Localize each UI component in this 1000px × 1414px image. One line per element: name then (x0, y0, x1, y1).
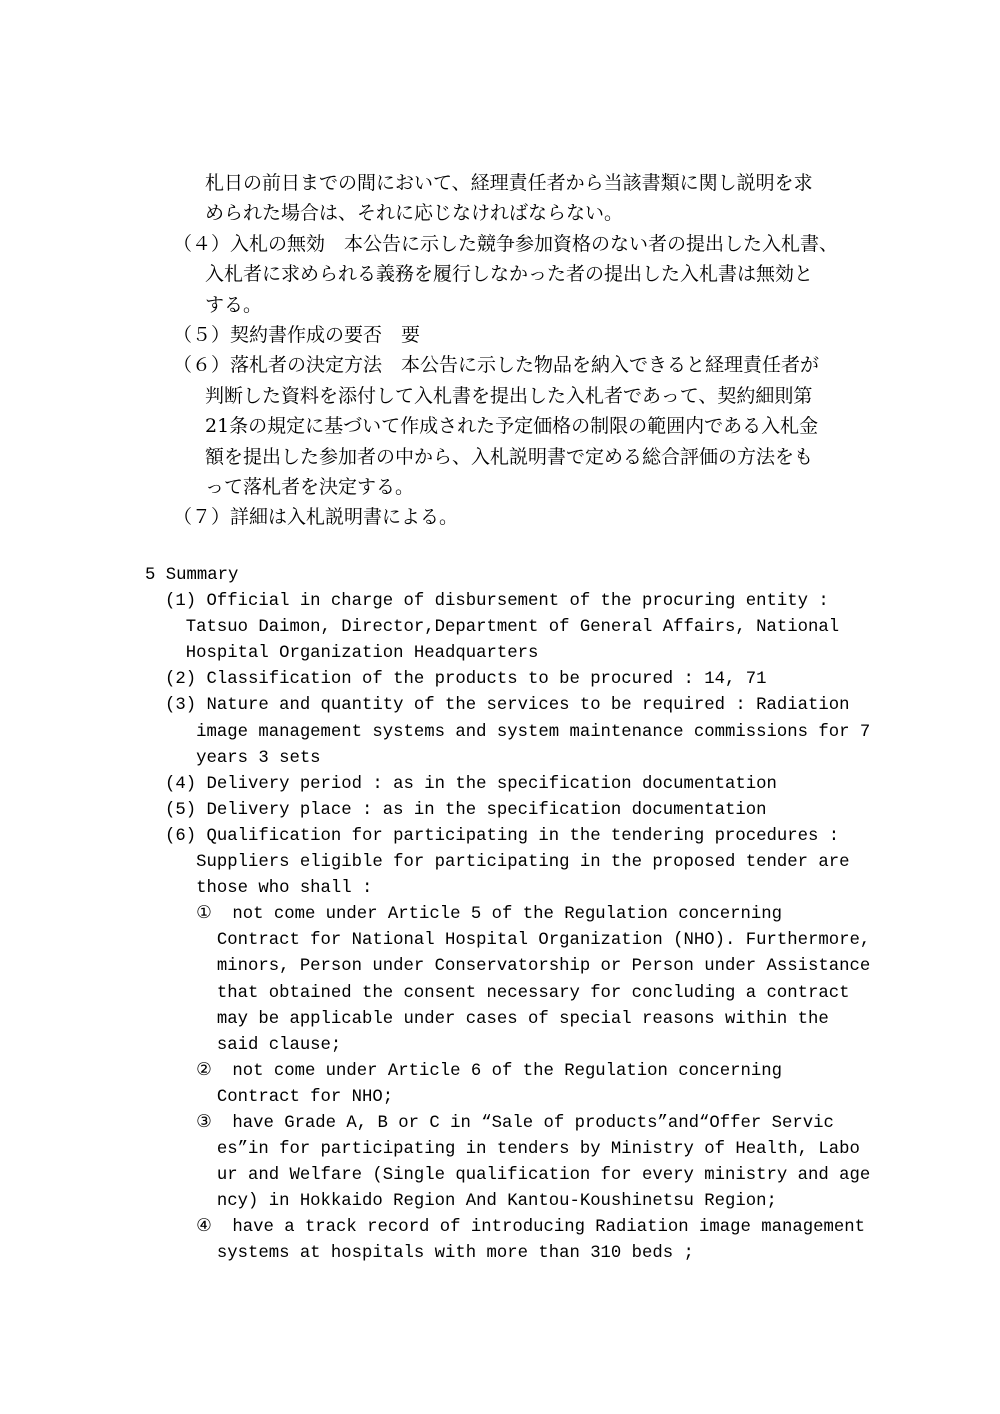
summary-item (165, 824, 870, 902)
summary-item (165, 589, 870, 667)
qualification-subitem-line: ③ have Grade A, B or C in “Sale of products”and“Offer Servic (165, 1113, 834, 1133)
summary-item (165, 667, 870, 693)
qualification-subitem (165, 1215, 870, 1267)
qualification-subitem (165, 1059, 870, 1111)
qualification-subitem-line: that obtained the consent necessary for concluding a contract (165, 983, 850, 1003)
summary-item-line: (1) Official in charge of disbursement of the procuring entity : (165, 592, 829, 612)
qualification-subitem-line: said clause; (165, 1035, 342, 1055)
summary-item-line: Suppliers eligible for participating in the proposed tender are (165, 853, 850, 873)
japanese-line: 21条の規定に基づいて作成された予定価格の制限の範囲内である入札金 (205, 415, 819, 438)
summary-item-line: (5) Delivery place : as in the specification documentation (165, 800, 767, 820)
summary-items (165, 589, 870, 1267)
japanese-line: 入札者に求められる義務を履行しなかった者の提出した入札書は無効と (205, 263, 814, 286)
japanese-line: （７）詳細は入札説明書による。 (173, 506, 459, 529)
japanese-line: （６）落札者の決定方法 本公告に示した物品を納入できると経理責任者が (173, 354, 820, 377)
japanese-line: 額を提出した参加者の中から、入札説明書で定める総合評価の方法をも (205, 445, 814, 468)
summary-item-line: (6) Qualification for participating in the tendering procedures : (165, 826, 840, 846)
qualification-subitem-line: systems at hospitals with more than 310 beds ; (165, 1244, 694, 1264)
summary-heading: 5 Summary (145, 566, 239, 585)
summary-section (145, 563, 870, 1268)
japanese-line: って落札者を決定する。 (205, 476, 415, 498)
qualification-subitem-line: ② not come under Article 6 of the Regulation concerning (165, 1061, 782, 1081)
summary-item (165, 798, 870, 824)
qualification-subitem-line: minors, Person under Conservatorship or Person under Assistance (165, 957, 871, 977)
qualification-subitem-line: es”in for participating in tenders by Ministry of Health, Labo (165, 1140, 860, 1160)
summary-item-line: (4) Delivery period : as in the specification documentation (165, 774, 777, 794)
qualification-subitem-line: Contract for NHO; (165, 1087, 394, 1107)
qualification-subitem (165, 902, 870, 1059)
qualification-subitem-line: ④ have a track record of introducing Radiation image management (165, 1218, 865, 1238)
qualification-subitem-line: ① not come under Article 5 of the Regulation concerning (165, 905, 782, 925)
japanese-line: 判断した資料を添付して入札書を提出した入札者であって、契約細則第 (205, 384, 813, 407)
japanese-line: （５）契約書作成の要否 要 (173, 324, 421, 346)
summary-item-line: those who shall : (165, 879, 373, 899)
japanese-line: 札日の前日までの間において、経理責任者から当該書類に関し説明を求 (205, 172, 813, 194)
summary-item-line: Hospital Organization Headquarters (165, 644, 539, 664)
qualification-subitem-line: ur and Welfare (Single qualification for every ministry and age (165, 1166, 871, 1186)
summary-item-line: image management systems and system maintenance commissions for 7 (165, 722, 871, 742)
qualification-subitem (165, 1111, 870, 1215)
qualification-subitem-line: ncy) in Hokkaido Region And Kantou-Koushinetsu Region; (165, 1192, 777, 1212)
japanese-line: （４）入札の無効 本公告に示した競争参加資格のない者の提出した入札書、 (173, 232, 839, 255)
summary-item (165, 693, 870, 771)
summary-item-line: (2) Classification of the products to be procured : 14, 71 (165, 670, 767, 690)
summary-item-line: (3) Nature and quantity of the services to be required : Radiation (165, 696, 850, 716)
summary-item-line: years 3 sets (165, 748, 321, 768)
qualification-subitem-line: may be applicable under cases of special reasons within the (165, 1009, 829, 1029)
summary-item (165, 772, 870, 798)
summary-item-line: Tatsuo Daimon, Director,Department of General Affairs, National (165, 618, 840, 638)
japanese-line: する。 (205, 293, 263, 316)
japanese-line: められた場合は、それに応じなければならない。 (205, 202, 624, 225)
qualification-subitem-line: Contract for National Hospital Organization (NHO). Furthermore, (165, 931, 871, 951)
